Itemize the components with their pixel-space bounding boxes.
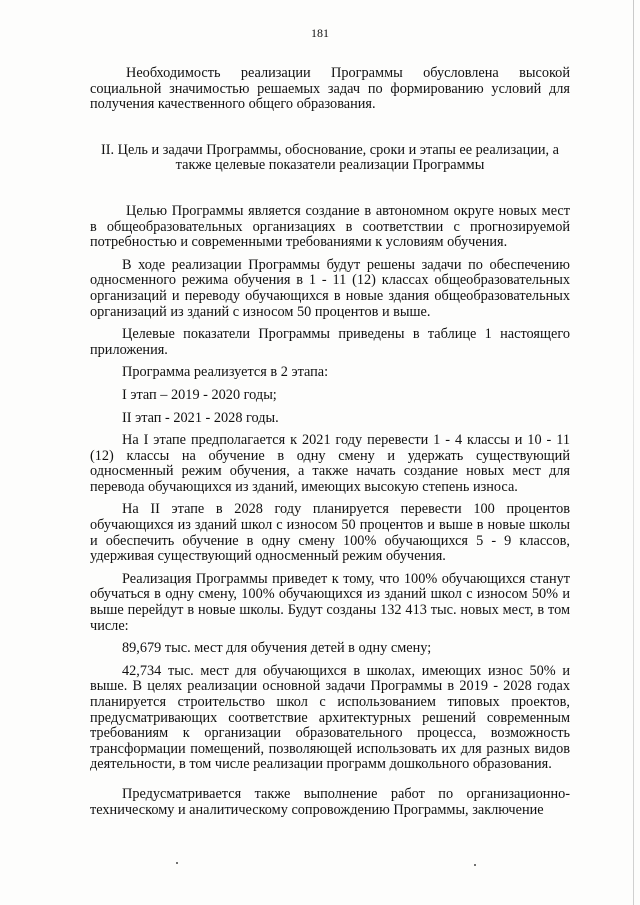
support-paragraph: Предусматривается также выполнение работ по организационно-техническому и аналитическому сопровождению Программы, заключение [90,785,570,818]
places-one-shift-line: 89,679 тыс. мест для обучения детей в одну смену; [122,640,432,657]
scan-speck [176,862,178,864]
stage-one-paragraph: На I этапе предполагается к 2021 году перевести 1 - 4 классы и 10 - 11 (12) классы на обучение в одну смену и удержать существующий односменный режим обучения, а также начать создание новых мест для перевода обучающихся из зданий, имеющих высокую степень износа. [90,432,570,495]
indicators-paragraph: Целевые показатели Программы приведены в таблице 1 настоящего приложения. [90,326,570,358]
stage-one-line: I этап – 2019 - 2020 годы; [122,386,277,403]
results-paragraph: Реализация Программы приведет к тому, что 100% обучающихся станут обучаться в одну смену, 100% обучающихся из зданий школ с износом 50% и выше перейдут в новые школы. Будут созданы 132 413 тыс. новых мест, в том числе: [90,570,570,634]
page-number: 181 [311,26,329,40]
page-edge-shadow [633,0,634,905]
places-worn-schools-paragraph: 42,734 тыс. мест для обучающихся в школах, имеющих износ 50% и выше. В целях реализации основной задачи Программы в 2019 - 2028 годах планируется строительство школ с использованием типовых проектов, предусматривающих соответствие архитектурных решений современным требованиям к организации образовательного процесса, возможность трансформации помещений, позволяющей использовать их для разных видов деятельности, в том числе реализации программ дошкольного образования. [90,662,570,773]
goal-paragraph: Целью Программы является создание в автономном округе новых мест в общеобразовательных организациях в соответствии с прогнозируемой потребностью и современными требованиями к условиям обучения. [90,202,570,251]
stage-two-paragraph: На II этапе в 2028 году планируется перевести 100 процентов обучающихся из зданий школ с износом 50 процентов и выше в новые школы и обеспечить обучение в одну смену 100% обучающихся 5 - 9 классов, удерживая существующий односменный режим обучения. [90,501,570,565]
document-body [90,66,570,818]
stages-intro-paragraph: Программа реализуется в 2 этапа: [122,364,329,381]
section-heading: II. Цель и задачи Программы, обоснование, сроки и этапы ее реализации, а также целевые показатели реализации Программы [100,141,560,174]
tasks-paragraph: В ходе реализации Программы будут решены задачи по обеспечению односменного режима обучения в 1 - 11 (12) классах общеобразовательных организаций и переводу обучающихся в новые здания общеобразовательных организаций из зданий с износом 50 процентов и выше. [90,256,570,320]
scan-speck [474,864,476,866]
intro-paragraph: Необходимость реализации Программы обусловлена высокой социальной значимостью решаемых задач по формированию условий для получения качественного общего образования. [90,65,570,113]
stage-two-line: II этап - 2021 - 2028 годы. [122,409,279,426]
